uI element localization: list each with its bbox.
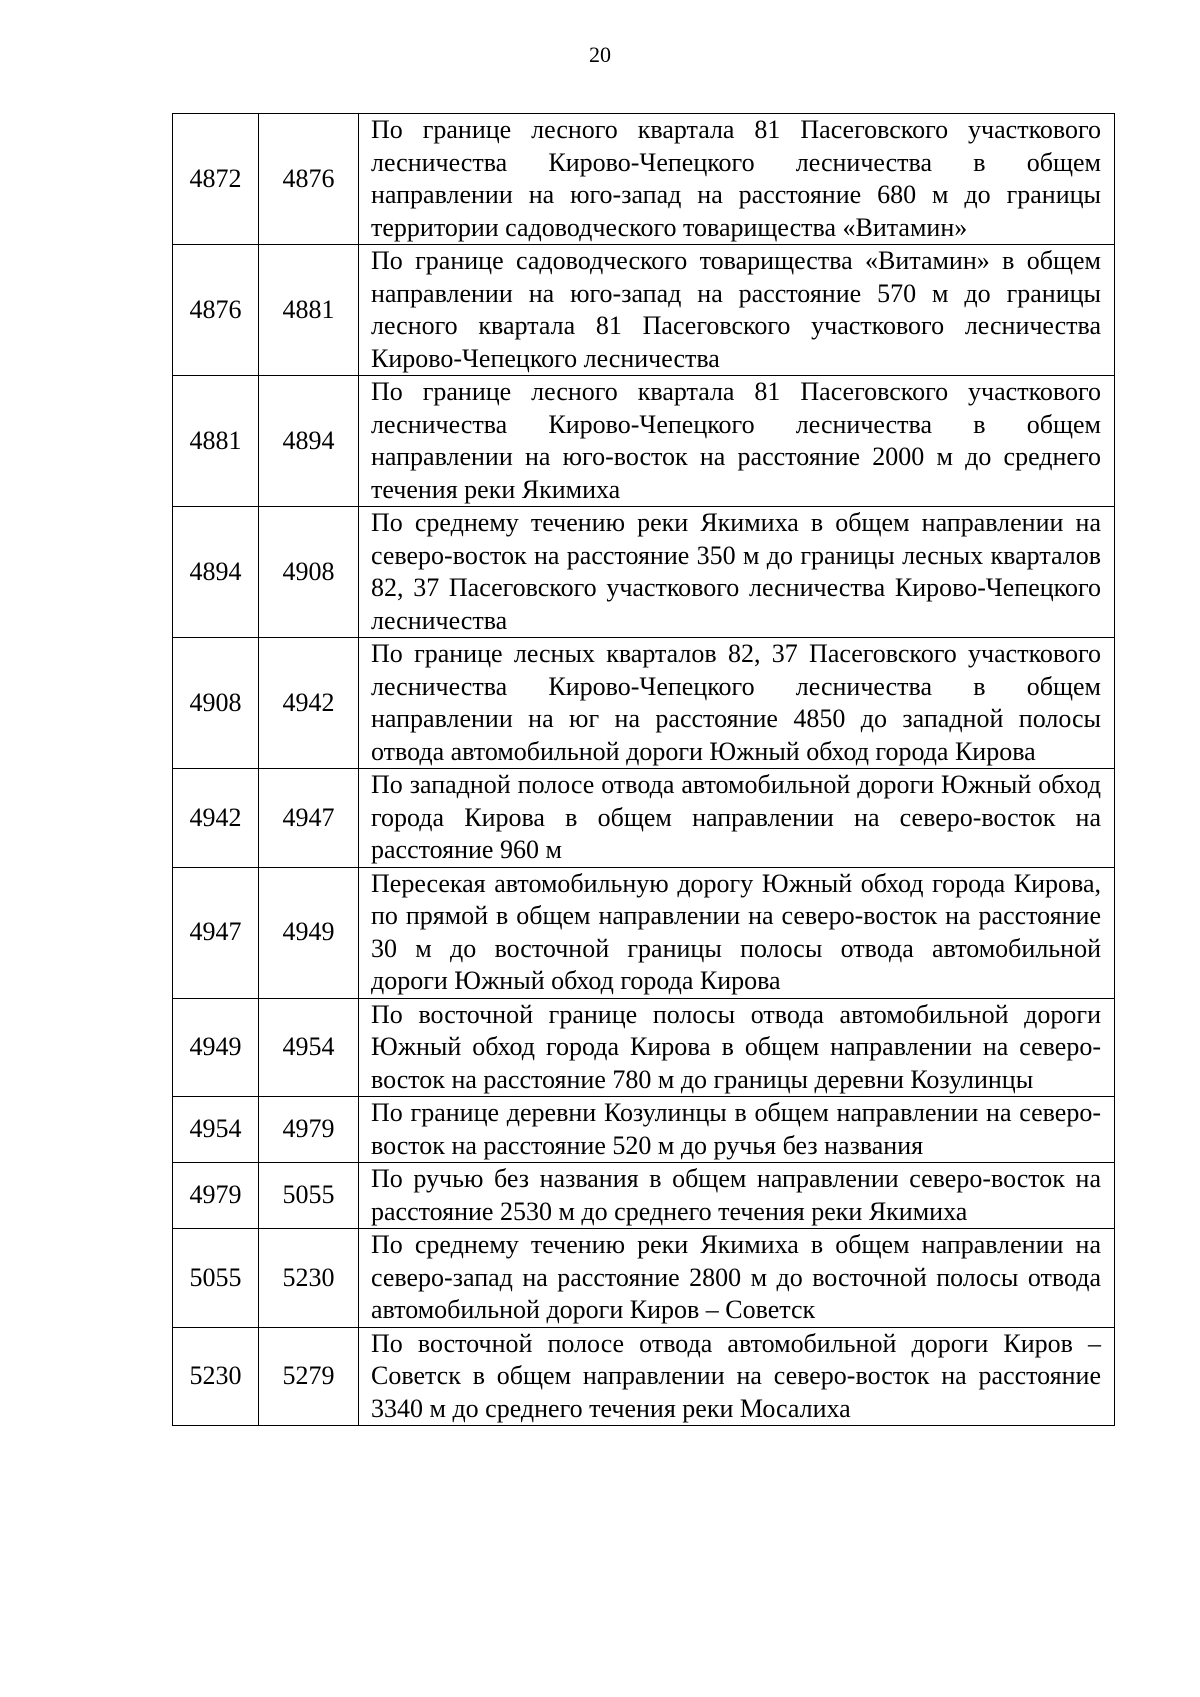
point-from-cell: 4942: [173, 769, 259, 868]
boundary-description-cell: По среднему течению реки Якимиха в общем направлении на северо-восток на расстояние 350 м до границы лесных кварталов 82, 37 Пасеговского участкового лесничества Кирово-Чепецкого лесничества: [359, 507, 1115, 638]
boundary-description-cell: Пересекая автомобильную дорогу Южный обход города Кирова, по прямой в общем направлении на северо-восток на расстояние 30 м до восточной границы полосы отвода автомобильной дороги Южный обход города Кирова: [359, 867, 1115, 998]
point-to-cell: 4876: [259, 114, 359, 245]
point-from-cell: 5055: [173, 1229, 259, 1328]
boundary-description-cell: По границе садоводческого товарищества «Витамин» в общем направлении на юго-запад на расстояние 570 м до границы лесного квартала 81 Пасеговского участкового лесничества Кирово-Чепецкого лесничества: [359, 245, 1115, 376]
table-row: [173, 867, 1115, 998]
point-to-cell: 5279: [259, 1327, 359, 1426]
point-from-cell: 4881: [173, 376, 259, 507]
table-row: [173, 1229, 1115, 1328]
point-to-cell: 4947: [259, 769, 359, 868]
boundary-description-cell: По границе лесного квартала 81 Пасеговского участкового лесничества Кирово-Чепецкого лесничества в общем направлении на юго-запад на расстояние 680 м до границы территории садоводческого товарищества «Витамин»: [359, 114, 1115, 245]
point-to-cell: 5230: [259, 1229, 359, 1328]
point-to-cell: 4942: [259, 638, 359, 769]
table-row: [173, 114, 1115, 245]
point-from-cell: 5230: [173, 1327, 259, 1426]
point-to-cell: 4979: [259, 1097, 359, 1163]
point-from-cell: 4876: [173, 245, 259, 376]
boundary-description-cell: По восточной границе полосы отвода автомобильной дороги Южный обход города Кирова в общем направлении на северо-восток на расстояние 780 м до границы деревни Козулинцы: [359, 998, 1115, 1097]
point-to-cell: 5055: [259, 1163, 359, 1229]
point-from-cell: 4894: [173, 507, 259, 638]
boundary-description-cell: По границе деревни Козулинцы в общем направлении на северо-восток на расстояние 520 м до ручья без названия: [359, 1097, 1115, 1163]
table-row: [173, 1097, 1115, 1163]
boundary-description-cell: По границе лесных кварталов 82, 37 Пасеговского участкового лесничества Кирово-Чепецкого лесничества в общем направлении на юг на расстояние 4850 до западной полосы отвода автомобильной дороги Южный обход города Кирова: [359, 638, 1115, 769]
table-row: [173, 245, 1115, 376]
boundary-description-cell: По границе лесного квартала 81 Пасеговского участкового лесничества Кирово-Чепецкого лесничества в общем направлении на юго-восток на расстояние 2000 м до среднего течения реки Якимиха: [359, 376, 1115, 507]
point-from-cell: 4947: [173, 867, 259, 998]
point-from-cell: 4954: [173, 1097, 259, 1163]
point-from-cell: 4949: [173, 998, 259, 1097]
point-from-cell: 4908: [173, 638, 259, 769]
point-from-cell: 4872: [173, 114, 259, 245]
boundary-description-cell: По среднему течению реки Якимиха в общем направлении на северо-запад на расстояние 2800 м до восточной полосы отвода автомобильной дороги Киров – Советск: [359, 1229, 1115, 1328]
table-row: [173, 507, 1115, 638]
table-row: [173, 376, 1115, 507]
table-body: [173, 114, 1115, 1426]
table-row: [173, 638, 1115, 769]
table-row: [173, 1327, 1115, 1426]
table-row: [173, 998, 1115, 1097]
boundary-description-cell: По западной полосе отвода автомобильной дороги Южный обход города Кирова в общем направлении на северо-восток на расстояние 960 м: [359, 769, 1115, 868]
point-to-cell: 4949: [259, 867, 359, 998]
table-row: [173, 769, 1115, 868]
point-to-cell: 4894: [259, 376, 359, 507]
point-to-cell: 4954: [259, 998, 359, 1097]
boundary-description-cell: По восточной полосе отвода автомобильной дороги Киров – Советск в общем направлении на северо-восток на расстояние 3340 м до среднего течения реки Мосалиха: [359, 1327, 1115, 1426]
point-from-cell: 4979: [173, 1163, 259, 1229]
boundary-description-cell: По ручью без названия в общем направлении северо-восток на расстояние 2530 м до среднего течения реки Якимиха: [359, 1163, 1115, 1229]
boundary-table: [172, 113, 1115, 1426]
point-to-cell: 4908: [259, 507, 359, 638]
page-number: 20: [589, 42, 611, 67]
point-to-cell: 4881: [259, 245, 359, 376]
table-row: [173, 1163, 1115, 1229]
